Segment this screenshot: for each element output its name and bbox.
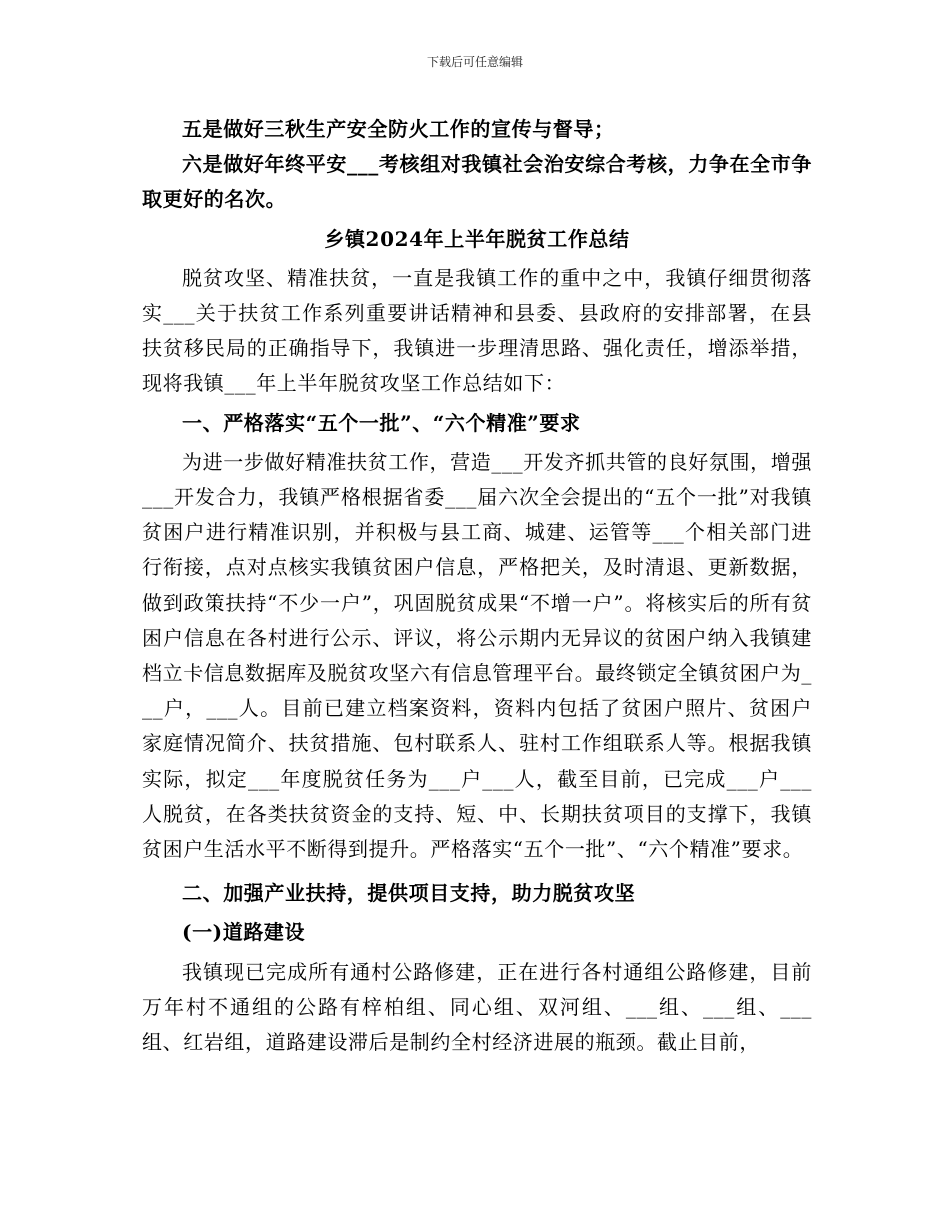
paragraph-road-construction: 我镇现已完成所有通村公路修建，正在进行各村通组公路修建，目前万年村不通组的公路有梓柏组、同心组、双河组、___组、___组、___组、红岩组，道路建设滞后是制约全村经济进展的瓶颈。截止目前， <box>142 959 812 1055</box>
page-header: 下载后可任意编辑 <box>426 55 523 69</box>
document-body <box>142 112 812 1060</box>
paragraph-task-five: 五是做好三秋生产安全防火工作的宣传与督导； <box>182 117 615 141</box>
paragraph-intro: 脱贫攻坚、精准扶贫，一直是我镇工作的重中之中，我镇仔细贯彻落实___关于扶贫工作系列重要讲话精神和县委、县政府的安排部署，在县扶贫移民局的正确指导下，我镇进一步理清思路、强化责任，增添举措，现将我镇___年上半年脱贫攻坚工作总结如下： <box>142 265 812 396</box>
section-heading-one: 一、严格落实“五个一批”、“六个精准”要求 <box>182 410 581 435</box>
paragraph-task-six: 六是做好年终平安___考核组对我镇社会治安综合考核，力争在全市争取更好的名次。 <box>142 152 812 212</box>
section-heading-two: 二、加强产业扶持，提供项目支持，助力脱贫攻坚 <box>182 881 636 906</box>
document-title: 乡镇2024年上半年脱贫工作总结 <box>324 226 630 251</box>
subsection-heading-road: (一)道路建设 <box>182 920 306 945</box>
paragraph-section-one: 为进一步做好精准扶贫工作，营造___开发齐抓共管的良好氛围，增强___开发合力，我镇严格根据省委___届六次全会提出的“五个一批”对我镇贫困户进行精准识别，并积极与县工商、城建、运管等___个相关部门进行衔接，点对点核实我镇贫困户信息，严格把关，及时清退、更新数据，做到政策扶持“不少一户”，巩固脱贫成果“不增一户”。将核实后的所有贫困户信息在各村进行公示、评议，将公示期内无异议的贫困户纳入我镇建档立卡信息数据库及脱贫攻坚六有信息管理平台。最终锁定全镇贫困户为___户，___人。目前已建立档案资料，资料内包括了贫困户照片、贫困户家庭情况简介、扶贫措施、包村联系人、驻村工作组联系人等。根据我镇实际，拟定___年度脱贫任务为___户___人，截至目前，已完成___户___人脱贫，在各类扶贫资金的支持、短、中、长期扶贫项目的支撑下，我镇贫困户生活水平不断得到提升。严格落实“五个一批”、“六个精准”要求。 <box>142 449 812 862</box>
